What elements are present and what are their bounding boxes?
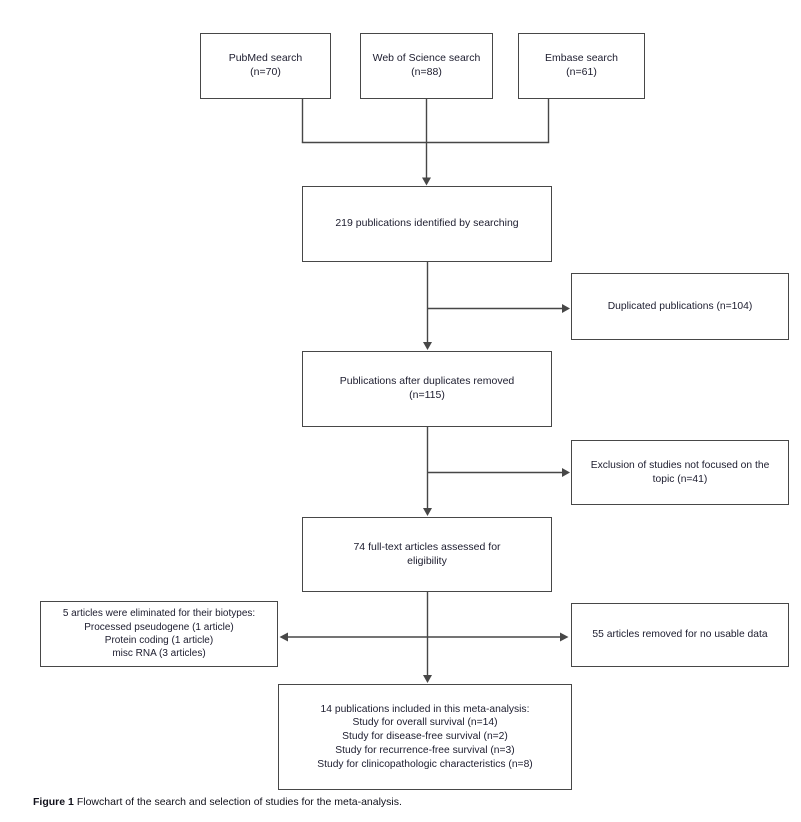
pubmed-search-label: PubMed search xyxy=(228,52,303,65)
after-duplicates-removed-text: Publications after duplicates removed xyxy=(339,375,515,388)
arrow-left-eliminated-icon xyxy=(280,633,289,642)
publications-included-box xyxy=(278,684,572,790)
fulltext-assessed-text-line1: 74 full-text articles assessed for xyxy=(353,540,501,553)
arrow-right-removed-icon xyxy=(560,633,569,642)
arrow-down-identified-icon xyxy=(422,178,431,186)
embase-search-count: (n=61) xyxy=(566,66,597,78)
included-item-clinicopathologic: Study for clinicopathologic characteristics (n=8) xyxy=(317,758,533,770)
included-item-recurrence-free-survival: Study for recurrence-free survival (n=3) xyxy=(335,744,515,756)
publications-included-heading: 14 publications included in this meta-analysis: xyxy=(320,703,530,715)
articles-eliminated-box xyxy=(40,601,278,667)
arrow-right-exclusion-icon xyxy=(562,468,570,477)
pubmed-search-box xyxy=(200,33,331,99)
arrow-right-duplicated-icon xyxy=(562,304,570,313)
web-of-science-search-count: (n=88) xyxy=(411,66,442,78)
arrow-down-afterdup-icon xyxy=(423,342,432,350)
included-item-disease-free-survival: Study for disease-free survival (n=2) xyxy=(342,731,508,743)
pubmed-search-count: (n=70) xyxy=(250,66,281,78)
exclusion-not-focused-box xyxy=(571,440,789,505)
figure-caption-text: Flowchart of the search and selection of studies for the meta-analysis. xyxy=(76,796,402,808)
figure-caption xyxy=(33,796,402,808)
fulltext-assessed-box xyxy=(302,517,552,592)
figure-caption-label: Figure 1 xyxy=(33,796,74,808)
exclusion-not-focused-text-line2: topic (n=41) xyxy=(652,473,708,485)
embase-search-label: Embase search xyxy=(545,52,618,65)
after-duplicates-removed-count: (n=115) xyxy=(409,389,445,401)
arrow-down-fulltext-icon xyxy=(423,508,432,516)
articles-eliminated-item-misc-rna: misc RNA (3 articles) xyxy=(112,648,206,660)
duplicated-publications-text: Duplicated publications (n=104) xyxy=(607,300,753,312)
web-of-science-search-label: Web of Science search xyxy=(372,52,481,65)
after-duplicates-removed-box xyxy=(302,351,552,427)
web-of-science-search-box xyxy=(360,33,493,99)
publications-identified-box xyxy=(302,186,552,262)
included-item-overall-survival: Study for overall survival (n=14) xyxy=(352,717,498,729)
articles-removed-box xyxy=(571,603,789,667)
duplicated-publications-box xyxy=(571,273,789,340)
fulltext-assessed-text-line2: eligibility xyxy=(407,554,447,567)
articles-eliminated-item-protein-coding: Protein coding (1 article) xyxy=(104,635,214,646)
embase-search-box xyxy=(518,33,645,99)
articles-eliminated-item-pseudogene: Processed pseudogene (1 article) xyxy=(84,621,234,633)
publications-identified-text: 219 publications identified by searching xyxy=(335,217,519,230)
articles-removed-text: 55 articles removed for no usable data xyxy=(592,629,768,641)
articles-eliminated-heading: 5 articles were eliminated for their biotypes: xyxy=(62,608,256,620)
exclusion-not-focused-text-line1: Exclusion of studies not focused on the xyxy=(590,459,770,471)
arrow-down-included-icon xyxy=(423,675,432,683)
